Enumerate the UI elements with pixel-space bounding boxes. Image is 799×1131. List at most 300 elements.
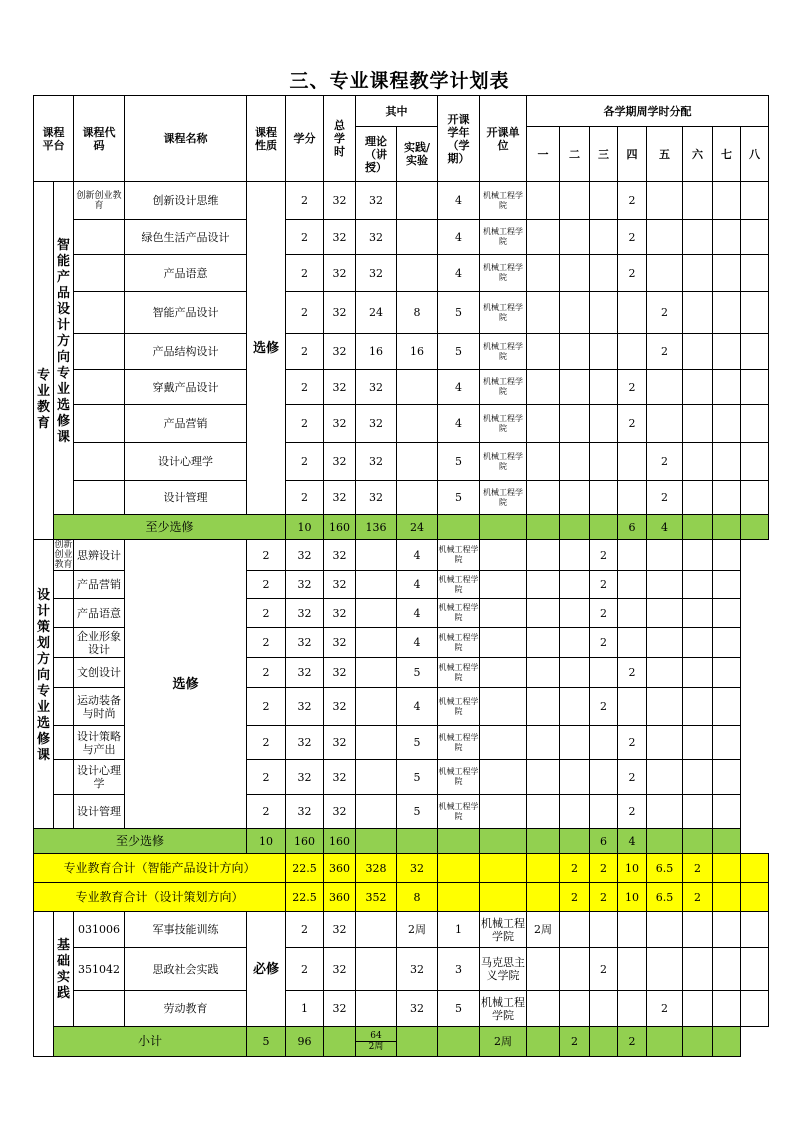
practice-cell	[397, 182, 438, 220]
credit-cell: 2	[247, 658, 286, 688]
credit-cell: 2	[286, 405, 324, 443]
semester-5-cell	[618, 540, 647, 571]
unit-cell: 机械工程学院	[480, 991, 527, 1027]
header-semester-1: 一	[527, 127, 560, 182]
unit-cell: 机械工程学院	[438, 760, 480, 795]
semester-3-cell	[560, 628, 590, 658]
total-theory: 328	[356, 854, 397, 883]
theory-cell: 32	[324, 599, 356, 628]
header-term: 开课学年（学期）	[438, 96, 480, 182]
semester-7-cell	[683, 540, 713, 571]
semester-4-cell: 2	[618, 370, 647, 405]
header-semester-6: 六	[683, 127, 713, 182]
semester-5-cell	[647, 220, 683, 255]
header-semester-4: 四	[618, 127, 647, 182]
semester-7-cell	[713, 515, 741, 540]
nature-cell: 选修	[247, 182, 286, 515]
term-cell: 1	[438, 912, 480, 948]
semester-4-cell: 2	[590, 628, 618, 658]
unit-cell: 机械工程学院	[480, 292, 527, 334]
semester-5-cell: 2	[618, 726, 647, 760]
semester-3-cell	[590, 991, 618, 1027]
semester-1-cell	[527, 405, 560, 443]
semester-1-cell	[527, 443, 560, 481]
subtotal-credit: 10	[286, 515, 324, 540]
course-name-cell: 思政社会实践	[125, 948, 247, 991]
term-cell: 4	[397, 688, 438, 726]
semester-1-cell	[527, 883, 560, 912]
semester-8-cell	[713, 628, 741, 658]
course-code-cell	[74, 334, 125, 370]
semester-3-cell	[560, 760, 590, 795]
semester-2-cell	[560, 255, 590, 292]
course-code-cell	[74, 443, 125, 481]
theory-cell: 32	[324, 688, 356, 726]
semester-6-cell	[683, 370, 713, 405]
course-code-cell	[74, 292, 125, 334]
semester-8-cell	[713, 760, 741, 795]
theory-cell: 32	[324, 760, 356, 795]
semester-1-cell	[527, 182, 560, 220]
unit-cell: 机械工程学院	[438, 540, 480, 571]
credit-cell: 1	[286, 991, 324, 1027]
practice-cell	[397, 370, 438, 405]
practice-cell	[356, 688, 397, 726]
semester-1-cell	[527, 334, 560, 370]
semester-6-cell	[683, 443, 713, 481]
semester-3-cell	[560, 726, 590, 760]
semester-2-cell	[527, 658, 560, 688]
semester-6-cell	[683, 948, 713, 991]
semester-3-cell: 2	[590, 883, 618, 912]
subtotal-theory	[324, 1027, 356, 1057]
semester-2-cell	[560, 948, 590, 991]
semester-4-cell	[590, 1027, 618, 1057]
semester-1-cell	[480, 540, 527, 571]
credit-cell: 2	[247, 726, 286, 760]
semester-3-cell	[560, 829, 590, 854]
theory-cell: 32	[324, 628, 356, 658]
subtotal-unit	[438, 829, 480, 854]
course-name-cell: 设计心理学	[125, 443, 247, 481]
semester-1-cell	[527, 220, 560, 255]
term-cell: 5	[438, 481, 480, 515]
semester-1-cell	[527, 481, 560, 515]
semester-1-cell: 2周	[480, 1027, 527, 1057]
semester-4-cell: 2	[618, 255, 647, 292]
semester-1-cell	[527, 370, 560, 405]
term-cell: 4	[438, 220, 480, 255]
unit-cell: 机械工程学院	[438, 628, 480, 658]
semester-8-cell	[741, 292, 769, 334]
subtotal-term	[438, 515, 480, 540]
semester-3-cell	[590, 182, 618, 220]
subtotal-credit: 5	[247, 1027, 286, 1057]
semester-7-cell	[713, 255, 741, 292]
semester-4-cell: 6	[590, 829, 618, 854]
credit-cell: 2	[286, 220, 324, 255]
theory-cell: 32	[356, 443, 397, 481]
group-basic-practice	[34, 912, 769, 1057]
course-name-cell: 智能产品设计	[125, 292, 247, 334]
total-unit	[480, 883, 527, 912]
semester-7-cell	[713, 948, 741, 991]
semester-1-cell	[480, 795, 527, 829]
semester-3-cell	[590, 912, 618, 948]
theory-cell: 16	[356, 334, 397, 370]
semester-1-cell	[480, 599, 527, 628]
semester-4-cell	[590, 795, 618, 829]
totals	[34, 854, 769, 912]
semester-5-cell	[647, 912, 683, 948]
semester-7-cell	[713, 991, 741, 1027]
unit-cell: 机械工程学院	[438, 726, 480, 760]
table-row	[34, 255, 769, 292]
semester-5-cell	[618, 571, 647, 599]
course-name-cell: 文创设计	[74, 658, 125, 688]
practice-cell	[356, 760, 397, 795]
header-total-hours: 总学时	[324, 96, 356, 182]
semester-8-cell	[741, 883, 769, 912]
semester-7-cell	[713, 220, 741, 255]
unit-cell: 机械工程学院	[438, 795, 480, 829]
theory-cell: 32	[324, 658, 356, 688]
course-name-cell: 设计管理	[74, 795, 125, 829]
semester-2-cell	[560, 292, 590, 334]
subtotal-unit	[480, 515, 527, 540]
semester-4-cell	[618, 912, 647, 948]
semester-3-cell	[560, 571, 590, 599]
semester-6-cell: 2	[683, 854, 713, 883]
table-row	[34, 991, 769, 1027]
course-name-cell: 思辨设计	[74, 540, 125, 571]
semester-3-cell	[560, 795, 590, 829]
course-code-cell	[74, 481, 125, 515]
semester-8-cell	[741, 515, 769, 540]
table-row	[34, 220, 769, 255]
semester-3-cell	[560, 599, 590, 628]
semester-1-cell	[480, 726, 527, 760]
group-label-cell: 设 计 策 划 方 向 专 业 选 修 课	[34, 540, 54, 829]
semester-3-cell	[590, 334, 618, 370]
semester-1-cell	[527, 292, 560, 334]
semester-8-cell	[713, 1027, 741, 1057]
term-cell: 4	[397, 540, 438, 571]
semester-8-cell	[741, 334, 769, 370]
hours-cell: 32	[286, 540, 324, 571]
semester-1-cell	[527, 991, 560, 1027]
header-semester-8: 八	[741, 127, 769, 182]
semester-6-cell	[683, 292, 713, 334]
unit-cell: 机械工程学院	[438, 658, 480, 688]
semester-3-cell	[590, 405, 618, 443]
semester-2-cell	[560, 182, 590, 220]
semester-4-cell: 2	[618, 220, 647, 255]
practice-cell	[356, 540, 397, 571]
page-title: 三、专业课程教学计划表	[289, 70, 510, 92]
semester-2-cell	[527, 760, 560, 795]
semester-6-cell	[647, 760, 683, 795]
credit-cell: 2	[247, 571, 286, 599]
semester-4-cell: 2	[618, 405, 647, 443]
semester-2-cell	[527, 795, 560, 829]
hours-cell: 32	[286, 571, 324, 599]
total-row	[34, 854, 769, 883]
theory-cell: 32	[356, 370, 397, 405]
unit-cell: 机械工程学院	[438, 571, 480, 599]
semester-5-cell: 6.5	[647, 854, 683, 883]
course-code-cell: 351042	[74, 948, 125, 991]
course-code-cell	[74, 220, 125, 255]
practice-cell: 2周	[397, 912, 438, 948]
course-code-cell	[74, 255, 125, 292]
semester-8-cell	[741, 182, 769, 220]
semester-8-cell	[741, 443, 769, 481]
total-theory: 352	[356, 883, 397, 912]
hours-cell: 32	[286, 760, 324, 795]
theory-cell	[356, 948, 397, 991]
course-code-cell	[54, 795, 74, 829]
subtotal-practice-weeks: 2周	[368, 1042, 384, 1052]
semester-8-cell	[713, 571, 741, 599]
semester-6-cell	[647, 599, 683, 628]
semester-3-cell: 2	[560, 1027, 590, 1057]
semester-7-cell	[713, 443, 741, 481]
term-cell: 4	[397, 599, 438, 628]
term-cell: 5	[397, 726, 438, 760]
platform-cell: 专 业 教 育	[34, 182, 54, 540]
subtotal-practice-hours: 64	[356, 1031, 396, 1042]
semester-7-cell	[713, 405, 741, 443]
semester-7-cell	[683, 760, 713, 795]
semester-3-cell	[560, 540, 590, 571]
semester-1-cell	[480, 829, 527, 854]
course-code-cell	[74, 370, 125, 405]
course-code-cell	[54, 688, 74, 726]
subtotal-row	[34, 515, 769, 540]
header-semester-3: 三	[590, 127, 618, 182]
term-cell: 5	[438, 334, 480, 370]
unit-cell: 机械工程学院	[438, 599, 480, 628]
header-code: 课程代码	[74, 96, 125, 182]
semester-7-cell	[683, 726, 713, 760]
semester-4-cell	[590, 726, 618, 760]
subtotal-credit: 10	[247, 829, 286, 854]
course-name-cell: 产品语意	[74, 599, 125, 628]
semester-6-cell	[683, 991, 713, 1027]
term-cell: 5	[397, 760, 438, 795]
semester-3-cell: 2	[590, 948, 618, 991]
semester-4-cell	[590, 658, 618, 688]
semester-4-cell: 6	[618, 515, 647, 540]
semester-1-cell	[527, 515, 560, 540]
semester-5-cell: 2	[618, 658, 647, 688]
semester-5-cell	[618, 688, 647, 726]
semester-1-cell	[527, 255, 560, 292]
unit-cell: 机械工程学院	[480, 255, 527, 292]
semester-4-cell	[618, 991, 647, 1027]
course-name-cell: 运动装备与时尚	[74, 688, 125, 726]
theory-cell: 32	[356, 255, 397, 292]
practice-cell	[356, 571, 397, 599]
course-name-cell: 企业形象设计	[74, 628, 125, 658]
subtotal-theory: 136	[356, 515, 397, 540]
semester-6-cell	[683, 334, 713, 370]
practice-cell: 32	[397, 991, 438, 1027]
semester-5-cell: 2	[647, 991, 683, 1027]
course-name-cell: 穿戴产品设计	[125, 370, 247, 405]
credit-cell: 2	[247, 599, 286, 628]
semester-5-cell: 2	[618, 1027, 647, 1057]
header-semester-5: 五	[647, 127, 683, 182]
course-name-cell: 创新设计思维	[125, 182, 247, 220]
practice-cell	[356, 795, 397, 829]
semester-4-cell: 2	[590, 599, 618, 628]
semester-8-cell	[713, 540, 741, 571]
course-code-cell	[54, 760, 74, 795]
semester-7-cell	[683, 1027, 713, 1057]
header-among: 其中	[356, 96, 438, 127]
subtotal-hours: 96	[286, 1027, 324, 1057]
semester-6-cell	[647, 688, 683, 726]
semester-2-cell: 2	[560, 854, 590, 883]
practice-cell	[397, 405, 438, 443]
total-unit	[480, 854, 527, 883]
hours-cell: 32	[286, 599, 324, 628]
semester-8-cell	[741, 854, 769, 883]
hours-cell: 32	[324, 292, 356, 334]
term-cell: 3	[438, 948, 480, 991]
semester-1-cell	[480, 760, 527, 795]
semester-4-cell	[618, 292, 647, 334]
semester-1-cell	[480, 658, 527, 688]
table-row	[34, 370, 769, 405]
semester-5-cell: 4	[618, 829, 647, 854]
semester-5-cell	[647, 370, 683, 405]
unit-cell: 机械工程学院	[480, 912, 527, 948]
semester-8-cell	[713, 795, 741, 829]
total-hours: 360	[324, 854, 356, 883]
practice-cell	[397, 481, 438, 515]
practice-cell: 32	[397, 948, 438, 991]
credit-cell: 2	[247, 688, 286, 726]
subtotal-label: 至少选修	[54, 515, 286, 540]
semester-3-cell: 2	[590, 854, 618, 883]
unit-cell: 机械工程学院	[480, 405, 527, 443]
subtotal-practice	[356, 829, 397, 854]
semester-7-cell	[683, 571, 713, 599]
semester-6-cell	[647, 726, 683, 760]
theory-cell	[356, 991, 397, 1027]
unit-cell: 机械工程学院	[480, 443, 527, 481]
theory-cell: 32	[324, 540, 356, 571]
credit-cell: 2	[286, 948, 324, 991]
course-code-cell	[54, 726, 74, 760]
semester-8-cell	[713, 658, 741, 688]
semester-4-cell: 2	[590, 571, 618, 599]
subtotal-row	[34, 829, 769, 854]
semester-8-cell	[741, 220, 769, 255]
hours-cell: 32	[324, 948, 356, 991]
nature-cell: 必修	[247, 912, 286, 1027]
practice-cell: 8	[397, 292, 438, 334]
unit-cell: 机械工程学院	[480, 182, 527, 220]
semester-1-cell	[527, 948, 560, 991]
hours-cell: 32	[324, 255, 356, 292]
hours-cell: 32	[324, 370, 356, 405]
subtotal-term	[397, 829, 438, 854]
semester-8-cell	[741, 991, 769, 1027]
hours-cell: 32	[286, 688, 324, 726]
semester-3-cell	[590, 515, 618, 540]
semester-5-cell: 2	[647, 481, 683, 515]
semester-6-cell	[683, 515, 713, 540]
subtotal-practice	[356, 1027, 397, 1057]
semester-5-cell	[647, 948, 683, 991]
header-theory: 理论（讲授）	[356, 127, 397, 182]
hours-cell: 32	[324, 481, 356, 515]
semester-6-cell	[683, 481, 713, 515]
course-name-cell: 设计管理	[125, 481, 247, 515]
semester-7-cell	[683, 688, 713, 726]
semester-2-cell	[527, 628, 560, 658]
semester-6-cell	[647, 658, 683, 688]
semester-2-cell	[527, 1027, 560, 1057]
term-cell: 4	[438, 255, 480, 292]
semester-8-cell	[741, 481, 769, 515]
total-practice: 8	[397, 883, 438, 912]
semester-1-cell	[480, 628, 527, 658]
credit-cell: 2	[247, 795, 286, 829]
platform-blank-cell	[34, 912, 54, 1057]
course-code-cell: 创新创业教育	[54, 540, 73, 570]
semester-1-cell	[480, 571, 527, 599]
semester-7-cell	[683, 795, 713, 829]
group-label-cell: 基 础 实 践	[54, 912, 74, 1027]
hours-cell: 32	[324, 405, 356, 443]
semester-6-cell	[647, 829, 683, 854]
semester-2-cell	[560, 220, 590, 255]
course-code-cell	[54, 658, 74, 688]
table-row	[34, 481, 769, 515]
semester-2-cell	[560, 443, 590, 481]
header-practice: 实践/实验	[397, 127, 438, 182]
total-practice: 32	[397, 854, 438, 883]
semester-5-cell: 2	[618, 795, 647, 829]
theory-cell	[356, 912, 397, 948]
header-weekly: 各学期周学时分配	[527, 96, 769, 127]
term-cell: 4	[438, 370, 480, 405]
theory-cell: 32	[356, 182, 397, 220]
theory-cell: 24	[356, 292, 397, 334]
semester-6-cell	[647, 628, 683, 658]
semester-2-cell	[560, 912, 590, 948]
semester-7-cell	[713, 481, 741, 515]
hours-cell: 32	[286, 658, 324, 688]
semester-2-cell	[560, 991, 590, 1027]
semester-2-cell	[527, 599, 560, 628]
subtotal-hours: 160	[324, 515, 356, 540]
group-intelligent-product	[34, 182, 769, 540]
subtotal-practice: 24	[397, 515, 438, 540]
semester-6-cell	[647, 571, 683, 599]
theory-cell: 32	[356, 220, 397, 255]
table-row	[34, 334, 769, 370]
credit-cell: 2	[286, 182, 324, 220]
semester-5-cell: 2	[647, 443, 683, 481]
semester-3-cell	[560, 688, 590, 726]
semester-8-cell	[741, 405, 769, 443]
